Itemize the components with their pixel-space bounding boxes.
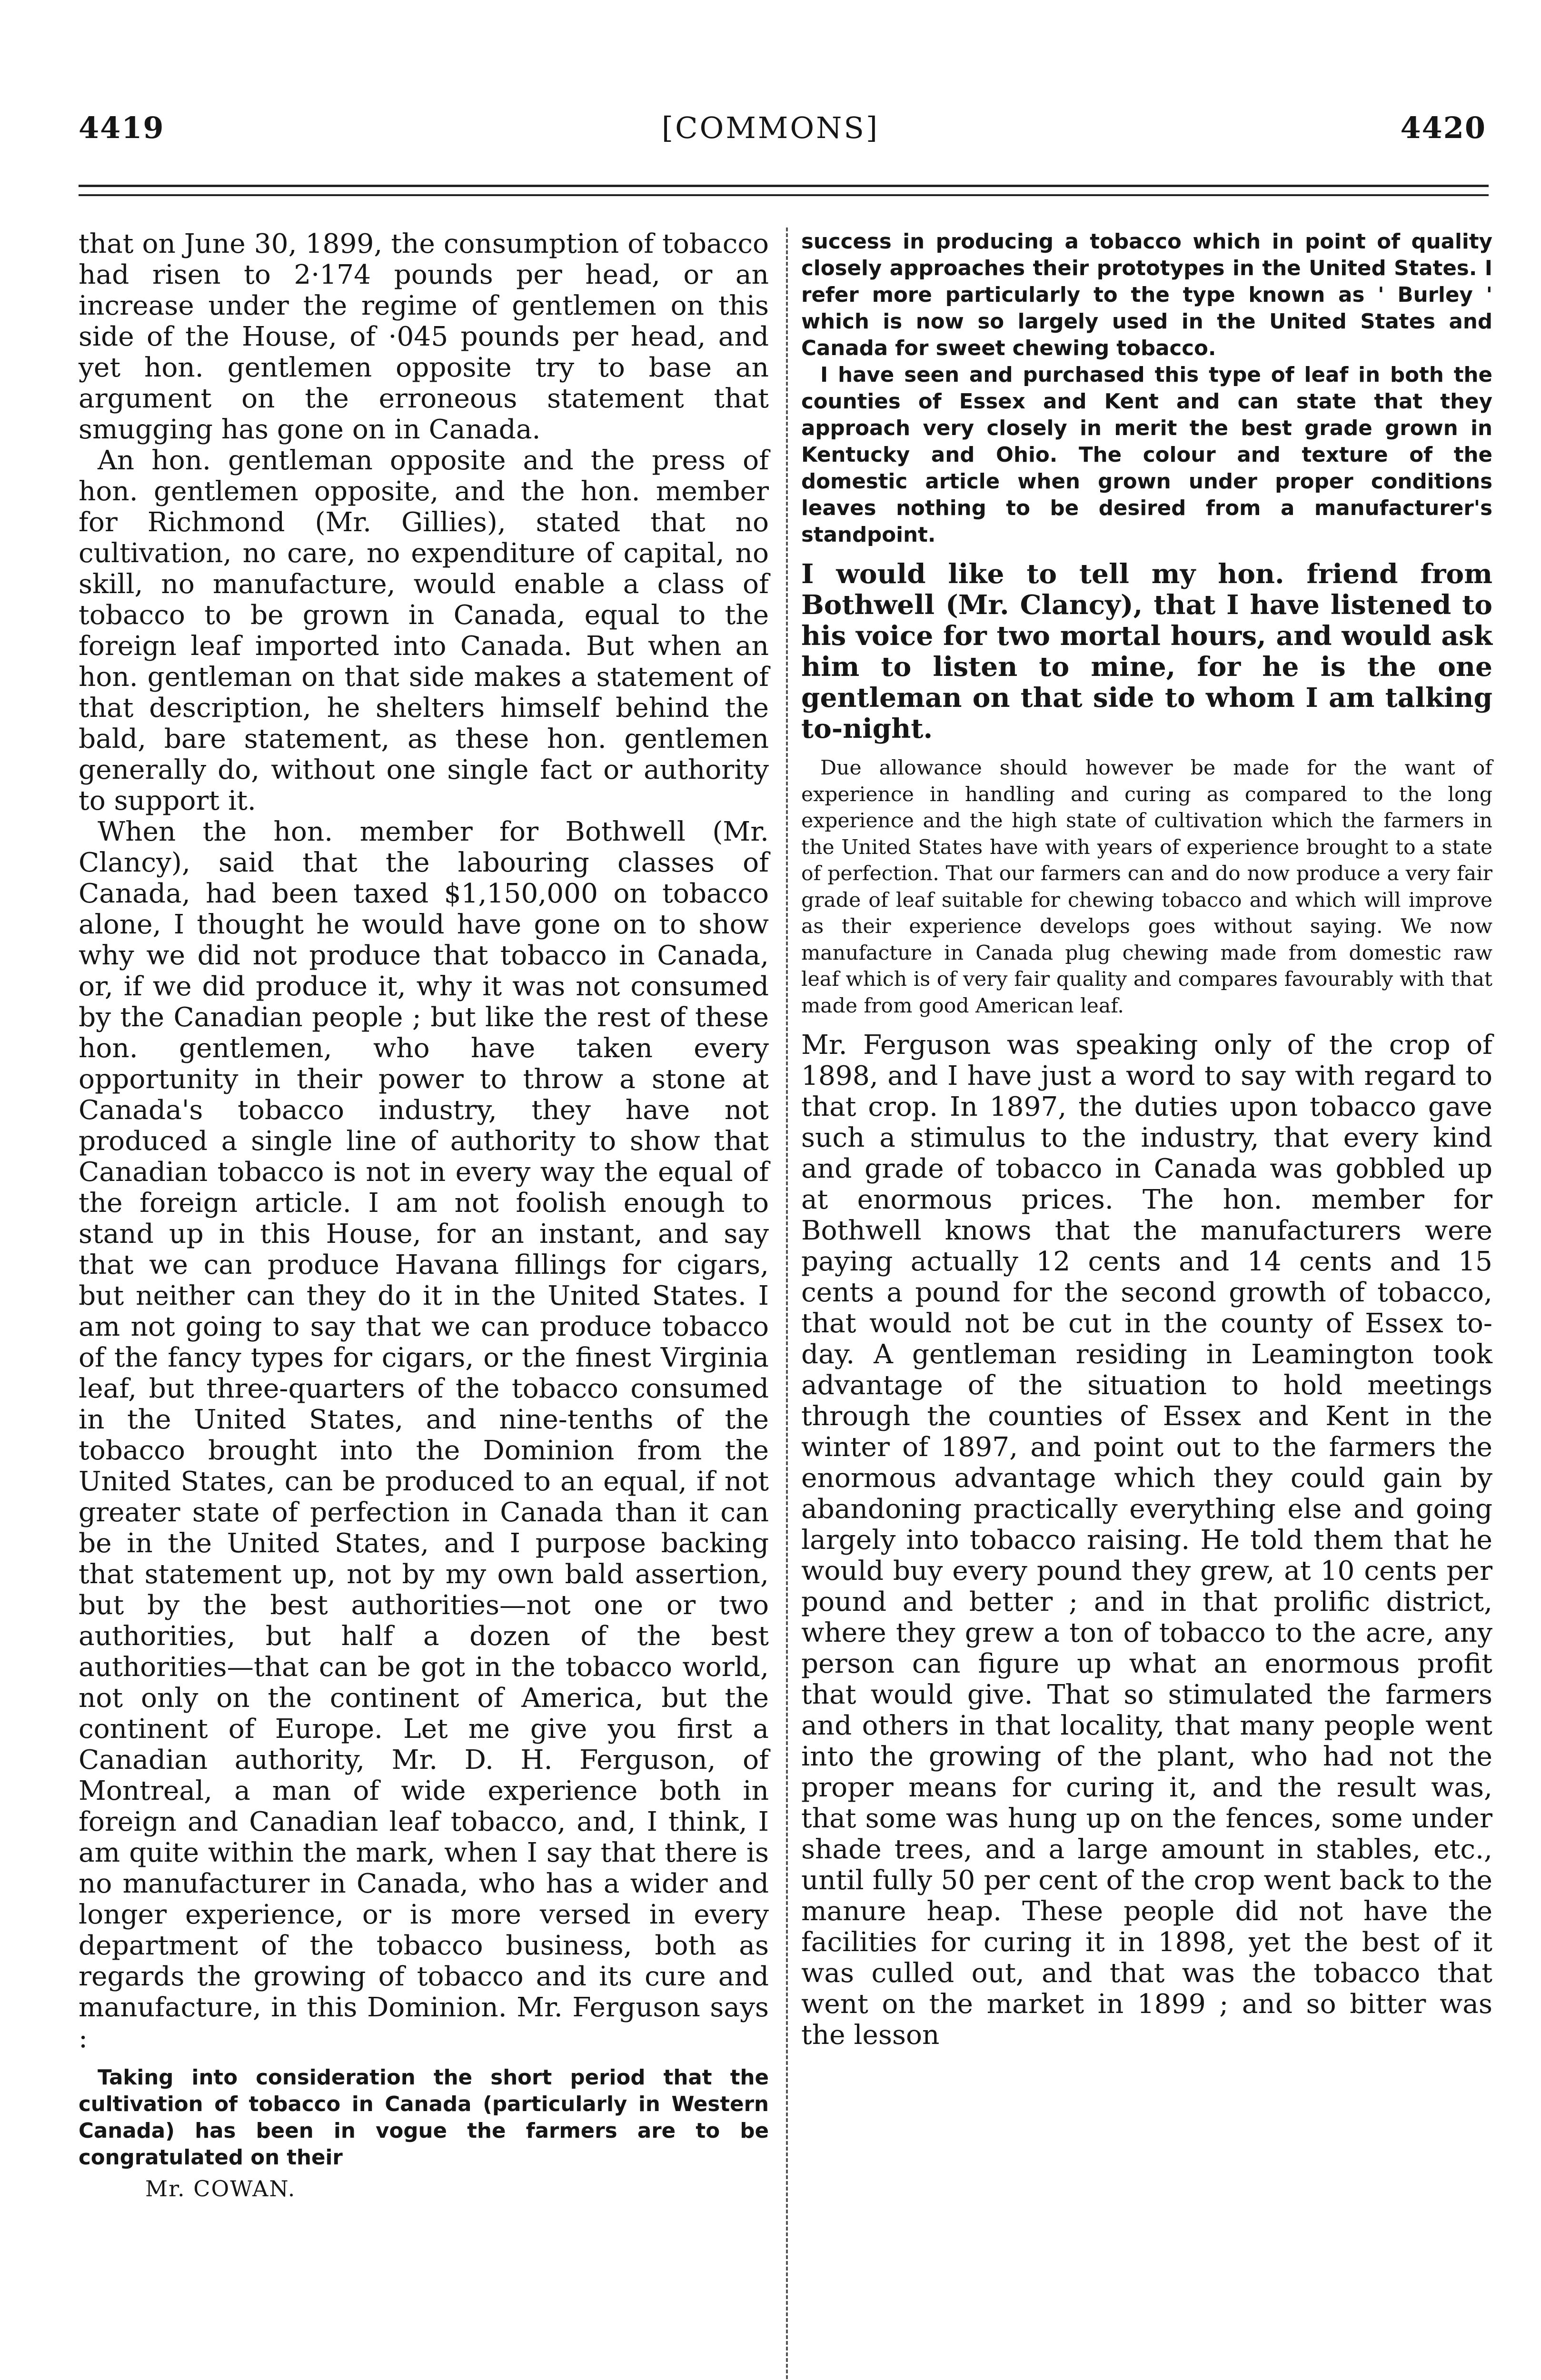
- header-rule-top: [79, 185, 1489, 187]
- page-number-left: 4419: [79, 110, 165, 145]
- right-quotation-3: Due allowance should however be made for the want of experience in handling and curing as compared to the long experience and the high state of cultivation which the farmers in the United States have with years of experience brought to a state of perfection. That our farmers can and do now produce a very fair grade of leaf suitable for chewing tobacco and which will improve as their experience develops goes without saying. We now manufacture in Canada plug chewing made from domestic raw leaf which is of very fair quality and compares favourably with that made from good American leaf.: [801, 756, 1492, 1018]
- header-rule-bottom: [79, 194, 1489, 196]
- column-divider: [786, 228, 788, 2380]
- right-quotation-1: success in producing a tobacco which in point of quality closely approaches their prototypes in the United States. I refer more particularly to the type known as ' Burley ' which is now so largely used in the United States and Canada for sweet chewing tobacco.: [801, 230, 1492, 360]
- left-column: [79, 228, 769, 2202]
- left-paragraph-2: An hon. gentleman opposite and the press of hon. gentlemen opposite, and the hon. member for Richmond (Mr. Gillies), stated that no cultivation, no care, no expenditure of capital, no skill, no manufacture, would enable a class of tobacco to be grown in Canada, equal to the foreign leaf imported into Canada. But when an hon. gentleman on that side makes a statement of that description, he shelters himself behind the bald, bare statement, as these hon. gentlemen generally do, without one single fact or authority to support it.: [79, 445, 769, 816]
- left-paragraph-1: that on June 30, 1899, the consumption of tobacco had risen to 2·174 pounds per head, or an increase under the regime of gentlemen on this side of the House, of ·045 pounds per head, and yet hon. gentlemen opposite try to base an argument on the erroneous statement that smugging has gone on in Canada.: [79, 228, 769, 445]
- running-header: [COMMONS]: [661, 110, 880, 145]
- page-number-right: 4420: [1400, 110, 1486, 145]
- speaker-footer: Mr. COWAN.: [145, 2176, 296, 2202]
- left-paragraph-3: When the hon. member for Bothwell (Mr. Clancy), said that the labouring classes of Canada, had been taxed $1,150,000 on tobacco alone, I thought he would have gone on to show why we did not produce that tobacco in Canada, or, if we did produce it, why it was not consumed by the Canadian people ; but like the rest of these hon. gentlemen, who have taken every opportunity in their power to throw a stone at Canada's tobacco industry, they have not produced a single line of authority to show that Canadian tobacco is not in every way the equal of the foreign article. I am not foolish enough to stand up in this House, for an instant, and say that we can produce Havana fillings for cigars, but neither can they do it in the United States. I am not going to say that we can produce tobacco of the fancy types for cigars, or the finest Virginia leaf, but three-quarters of the tobacco consumed in the United States, and nine-tenths of the tobacco brought into the Dominion from the United States, can be produced to an equal, if not greater state of perfection in Canada than it can be in the United States, and I purpose backing that statement up, not by my own bald assertion, but by the best authorities—not one or two authorities, but half a dozen of the best authorities—that can be got in the tobacco world, not only on the continent of America, but the continent of Europe. Let me give you first a Canadian authority, Mr. D. H. Ferguson, of Montreal, a man of wide experience both in foreign and Canadian leaf tobacco, and, I think, I am quite within the mark, when I say that there is no manufacturer in Canada, who has a wider and longer experience, or is more versed in every department of the tobacco business, both as regards the growing of tobacco and its cure and manufacture, in this Dominion. Mr. Ferguson says :: [79, 816, 769, 2054]
- right-quotation-2: I have seen and purchased this type of leaf in both the counties of Essex and Kent and can state that they approach very closely in merit the best grade grown in Kentucky and Ohio. The colour and texture of the domestic article when grown under proper conditions leaves nothing to be desired from a manufacturer's standpoint.: [801, 363, 1492, 547]
- right-column: [801, 228, 1492, 2051]
- right-paragraph-1: I would like to tell my hon. friend from Bothwell (Mr. Clancy), that I have listened to his voice for two mortal hours, and would ask him to listen to mine, for he is the one gentleman on that side to whom I am talking to-night.: [801, 558, 1492, 744]
- left-quotation: Taking into consideration the short period that the cultivation of tobacco in Canada (particularly in Western Canada) has been in vogue the farmers are to be congratulated on their: [79, 2066, 769, 2170]
- right-paragraph-2: Mr. Ferguson was speaking only of the crop of 1898, and I have just a word to say with regard to that crop. In 1897, the duties upon tobacco gave such a stimulus to the industry, that every kind and grade of tobacco in Canada was gobbled up at enormous prices. The hon. member for Bothwell knows that the manufacturers were paying actually 12 cents and 14 cents and 15 cents a pound for the second growth of tobacco, that would not be cut in the county of Essex to-day. A gentleman residing in Leamington took advantage of the situation to hold meetings through the counties of Essex and Kent in the winter of 1897, and point out to the farmers the enormous advantage which they could gain by abandoning practically everything else and going largely into tobacco raising. He told them that he would buy every pound they grew, at 10 cents per pound and better ; and in that prolific district, where they grew a ton of tobacco to the acre, any person can figure up what an enormous profit that would give. That so stimulated the farmers and others in that locality, that many people went into the growing of the plant, who had not the proper means for curing it, and the result was, that some was hung up on the fences, some under shade trees, and a large amount in stables, etc., until fully 50 per cent of the crop went back to the manure heap. These people did not have the facilities for curing it in 1898, yet the best of it was culled out, and that was the tobacco that went on the market in 1899 ; and so bitter was the lesson: [801, 1030, 1492, 2051]
